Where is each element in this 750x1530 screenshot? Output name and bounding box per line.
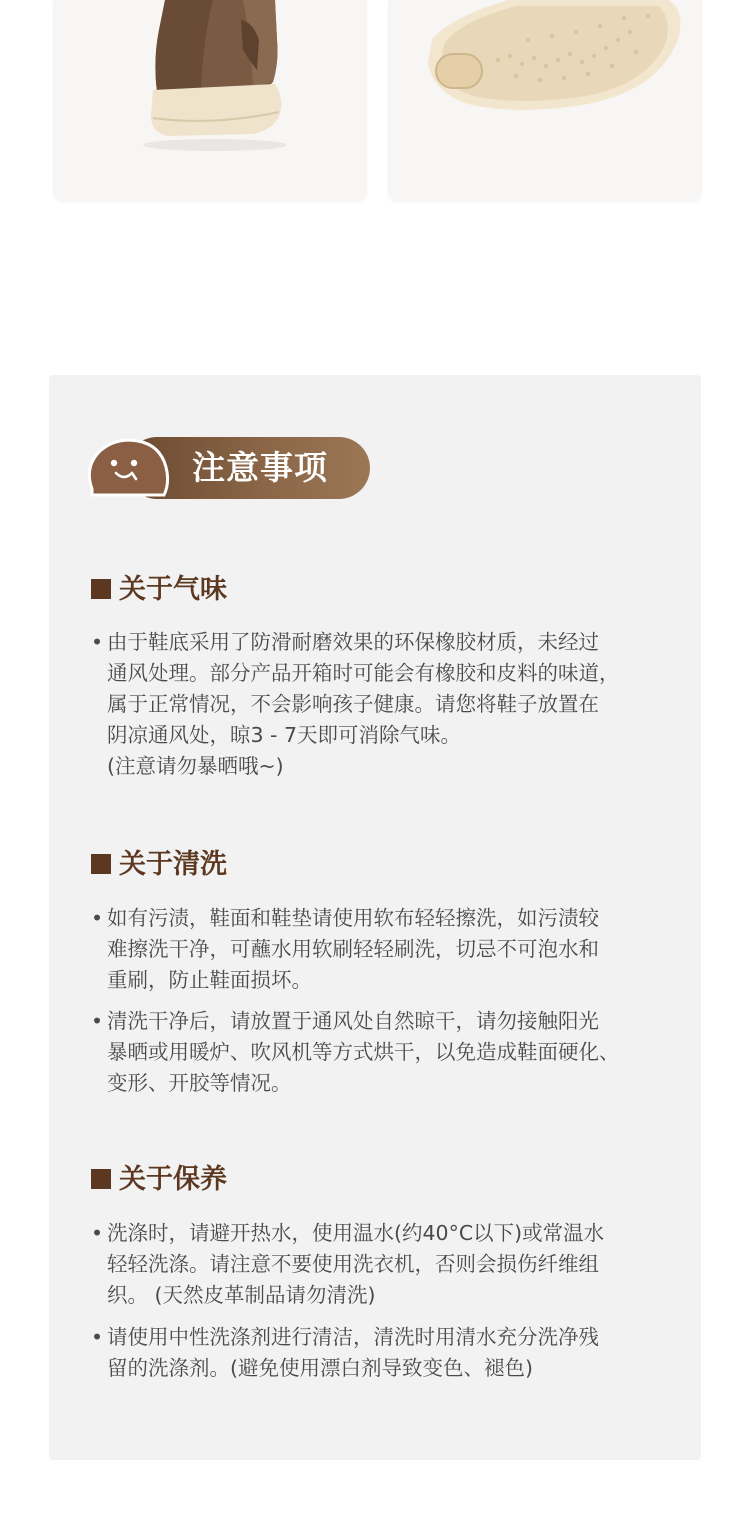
section-heading-odor: 关于气味 [91, 570, 227, 610]
bullet-icon: • [91, 630, 104, 654]
smiley-face-icon [86, 437, 172, 499]
square-marker-icon [91, 1169, 111, 1189]
square-marker-icon [91, 854, 111, 874]
bullet-icon: • [91, 1325, 104, 1349]
list-item: • 请使用中性洗涤剂进行清洁，清洗时用清水充分洗净残 留的洗涤剂。(避免使用漂白剂导致变色、褪色) [91, 1322, 697, 1384]
list-item: • 清洗干净后，请放置于通风处自然晾干，请勿接触阳光 暴晒或用暖炉、吹风机等方式烘干，以免造成鞋面硬化、 变形、开胶等情况。 [91, 1006, 697, 1099]
product-photo-sole [388, 0, 702, 201]
bullet-icon: • [91, 906, 104, 930]
boot-sole-image [388, 0, 702, 201]
bullet-icon: • [91, 1221, 104, 1245]
bullet-icon: • [91, 1009, 104, 1033]
section-heading-cleaning: 关于清洗 [91, 845, 227, 885]
product-photo-boot-side [53, 0, 367, 201]
notice-title: 注意事项 [192, 448, 328, 487]
notice-title-badge [86, 437, 370, 499]
list-item: • 由于鞋底采用了防滑耐磨效果的环保橡胶材质，未经过 通风处理。部分产品开箱时可能会有橡胶和皮料的味道， 属于正常情况，不会影响孩子健康。请您将鞋子放置在 阴凉通风处，晾3 - 7天即可消除气味。 (注意请勿暴晒哦~) [91, 627, 697, 782]
list-item: • 如有污渍，鞋面和鞋垫请使用软布轻轻擦洗，如污渍较 难擦洗干净，可蘸水用软刷轻轻刷洗，切忌不可泡水和 重刷，防止鞋面损坏。 [91, 903, 697, 996]
square-marker-icon [91, 579, 111, 599]
notice-panel [49, 375, 701, 1460]
list-item: • 洗涤时，请避开热水，使用温水(约40°C以下)或常温水 轻轻洗涤。请注意不要使用洗衣机，否则会损伤纤维组 织。 (天然皮革制品请勿清洗) [91, 1218, 697, 1311]
boot-side-image [53, 0, 367, 201]
section-heading-care: 关于保养 [91, 1160, 227, 1200]
